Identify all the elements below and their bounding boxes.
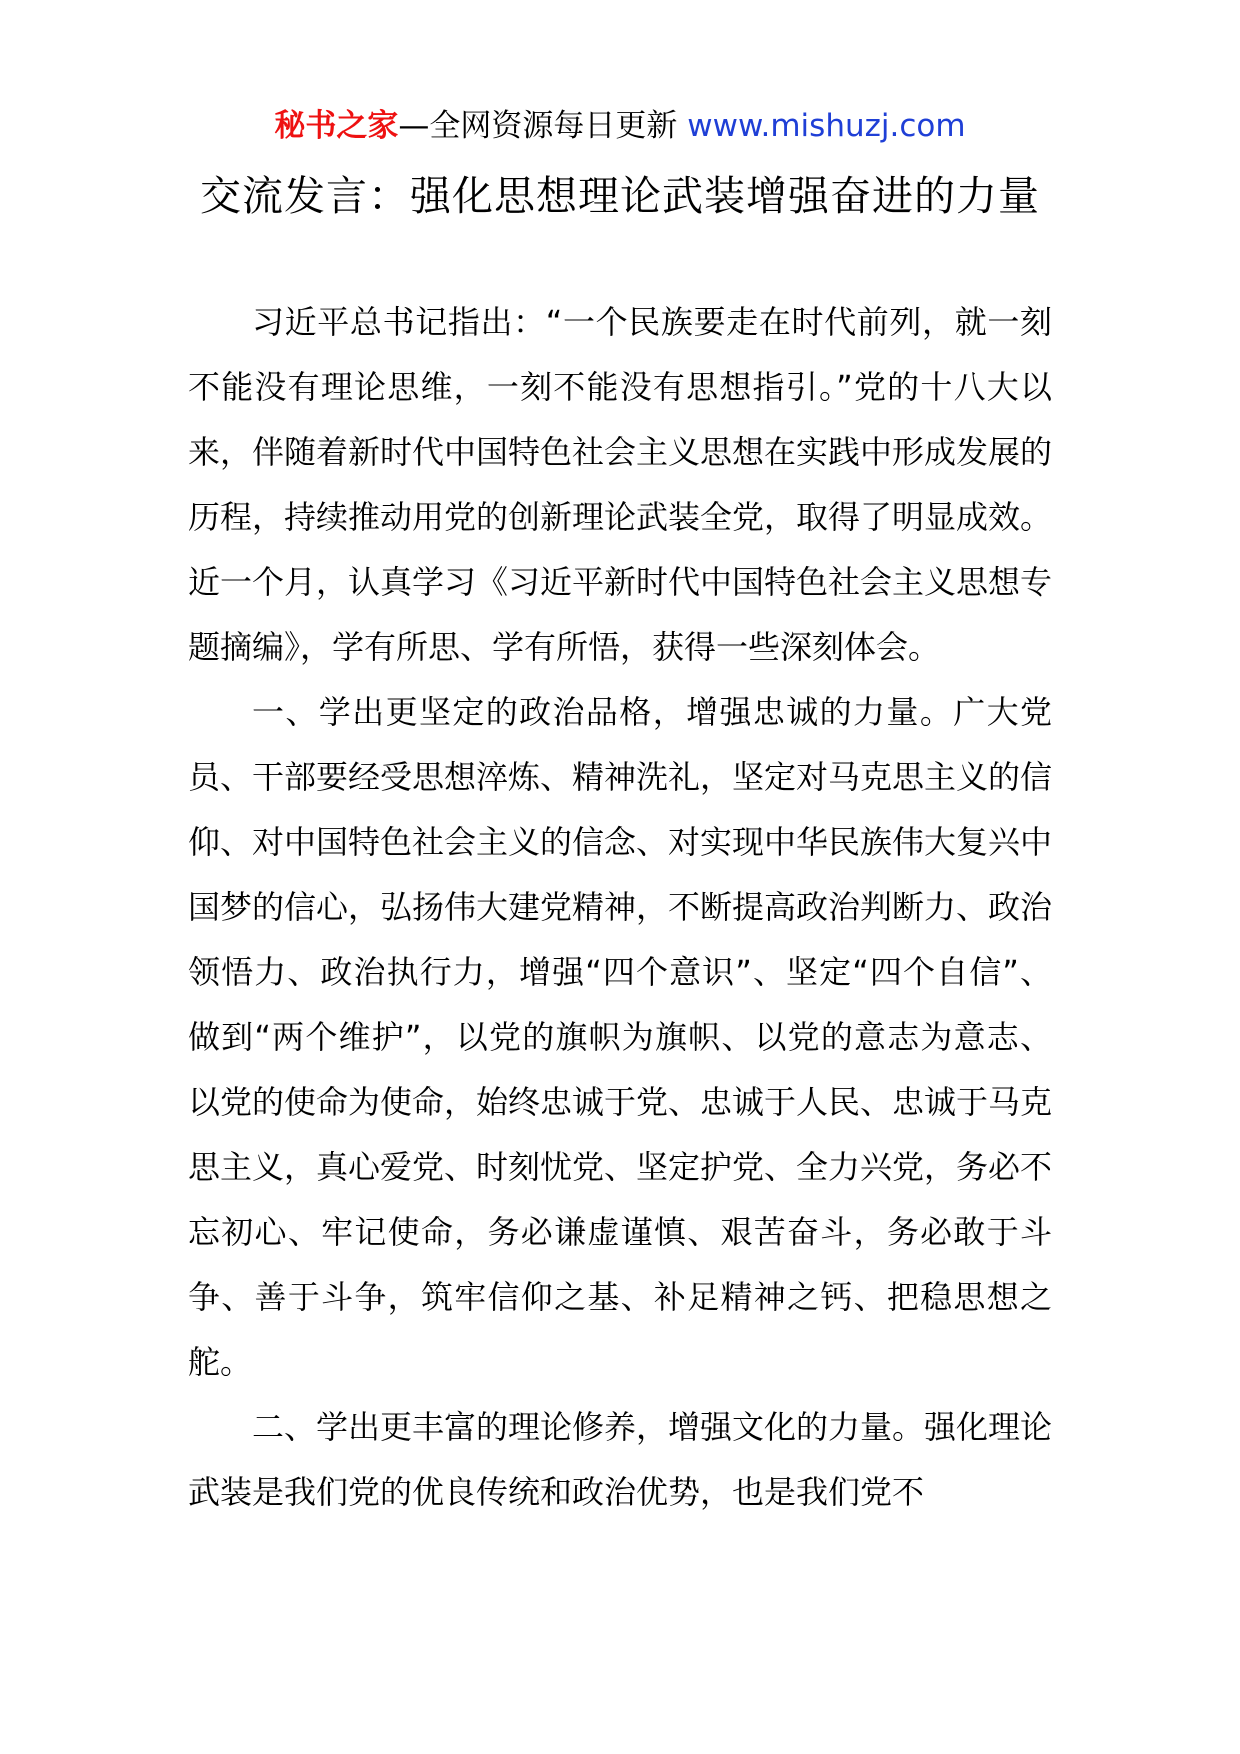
paragraph-section-two: 二、学出更丰富的理论修养，增强文化的力量。强化理论武装是我们党的优良传统和政治优势，也是我们党不 xyxy=(188,1408,1053,1511)
brand-name: 秘书之家 xyxy=(274,108,399,144)
document-body xyxy=(188,290,1052,1525)
paragraph-section-one: 一、学出更坚定的政治品格，增强忠诚的力量。广大党员、干部要经受思想淬炼、精神洗礼，坚定对马克思主义的信仰、对中国特色社会主义的信念、对实现中华民族伟大复兴中国梦的信心，弘扬伟大建党精神，不断提高政治判断力、政治领悟力、政治执行力，增强“四个意识”、坚定“四个自信”、做到“两个维护”，以党的旗帜为旗帜、以党的意志为意志、以党的使命为使命，始终忠诚于党、忠诚于人民、忠诚于马克思主义，真心爱党、时刻忧党、坚定护党、全力兴党，务必不忘初心、牢记使命，务必谦虚谨慎、艰苦奋斗，务必敢于斗争、善于斗争，筑牢信仰之基、补足精神之钙、把稳思想之舵。 xyxy=(188,693,1053,1381)
site-banner xyxy=(0,104,1240,148)
banner-slogan: —全网资源每日更新 xyxy=(398,108,678,144)
document-title: 交流发言：强化思想理论武装增强奋进的力量 xyxy=(200,172,1040,220)
paragraph-intro: 习近平总书记指出：“一个民族要走在时代前列，就一刻不能没有理论思维，一刻不能没有思想指引。”党的十八大以来，伴随着新时代中国特色社会主义思想在实践中形成发展的历程，持续推动用党的创新理论武装全党，取得了明显成效。近一个月，认真学习《习近平新时代中国特色社会主义思想专题摘编》，学有所思、学有所悟，获得一些深刻体会。 xyxy=(188,303,1053,666)
site-url[interactable]: www.mishuzj.com xyxy=(687,108,966,144)
